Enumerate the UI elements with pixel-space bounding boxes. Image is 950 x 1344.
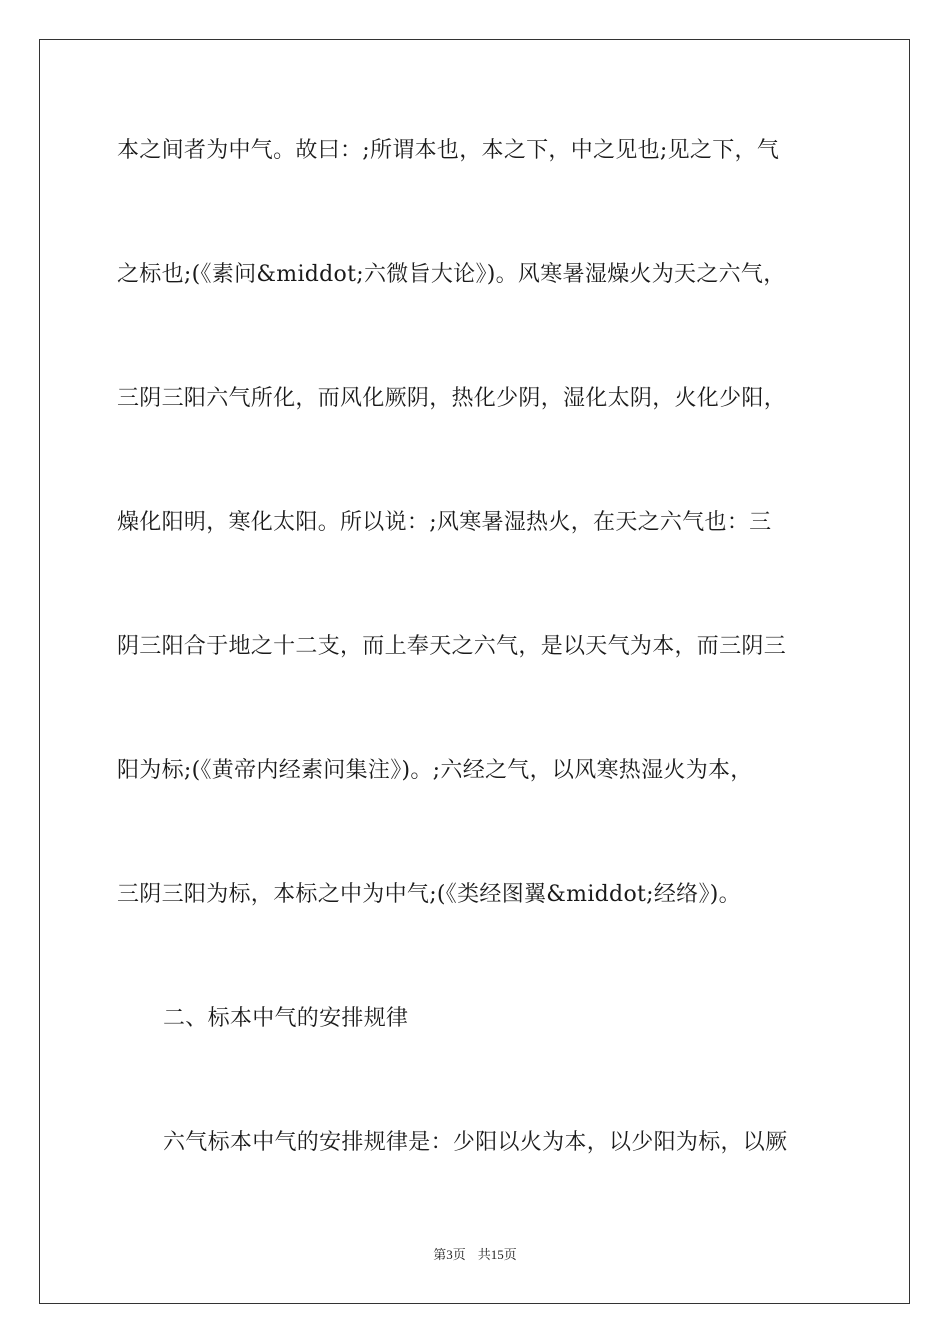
body-text-line: 阴三阳合于地之十二支，而上奉天之六气，是以天气为本，而三阴三 [117,634,787,659]
body-text-line: 阳为标;(《黄帝内经素问集注》)。;六经之气，以风寒热湿火为本， [117,758,753,783]
body-text-line: 三阴三阳为标，本标之中为中气;(《类经图翼&middot;经络》)。 [117,882,741,907]
body-text-line: 燥化阳明，寒化太阳。所以说：;风寒暑湿热火，在天之六气也：三 [117,510,772,535]
page-footer [0,1246,950,1264]
body-text-line: 三阴三阳六气所化，而风化厥阴，热化少阴，湿化太阴，火化少阳， [117,386,787,411]
page-border [39,39,910,1304]
paragraph-first-line: 六气标本中气的安排规律是：少阳以火为本，以少阳为标，以厥 [163,1130,788,1155]
body-text-line: 之标也;(《素问&middot;六微旨大论》)。风寒暑湿燥火为天之六气， [117,262,786,287]
page-number: 第3页 [433,1247,466,1262]
page-total: 共15页 [477,1247,517,1262]
body-text-line: 本之间者为中气。故曰：;所谓本也，本之下，中之见也;见之下，气 [117,138,780,163]
section-heading: 二、标本中气的安排规律 [163,1006,409,1031]
